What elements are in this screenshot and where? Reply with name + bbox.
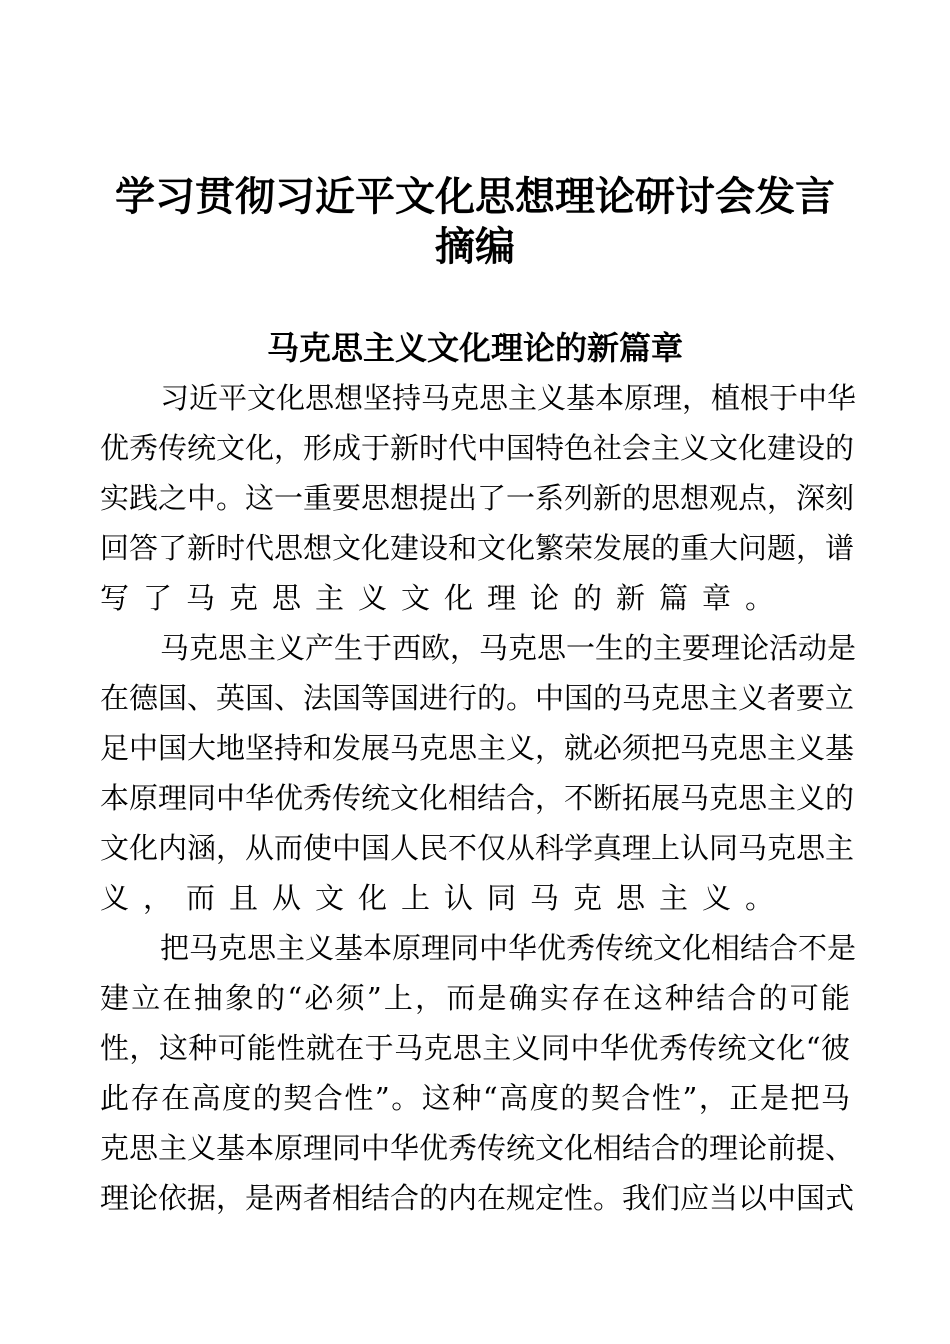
title-line-1: 学习贯彻习近平文化思想理论研讨会发言 (115, 174, 835, 220)
text-line: 习近平文化思想坚持马克思主义基本原理，植根于中华 (160, 381, 857, 415)
text-line: 写了马克思主义文化理论的新篇章。 (100, 581, 789, 615)
text-line: 优秀传统文化，形成于新时代中国特色社会主义文化建设的 (100, 431, 855, 465)
text-line: 足中国大地坚持和发展马克思主义，就必须把马克思主义基 (100, 731, 855, 765)
text-line: 把马克思主义基本原理同中华优秀传统文化相结合不是 (160, 931, 857, 965)
text-line: 性，这种可能性就在于马克思主义同中华优秀传统文化“彼 (100, 1031, 850, 1065)
text-line: 实践之中。这一重要思想提出了一系列新的思想观点，深刻 (100, 481, 855, 515)
text-line: 此存在高度的契合性”。这种“高度的契合性”，正是把马 (100, 1081, 850, 1115)
section-heading: 马克思主义文化理论的新篇章 (266, 329, 683, 367)
paragraph (100, 373, 857, 623)
text-line: 在德国、英国、法国等国进行的。中国的马克思主义者要立 (100, 681, 855, 715)
document-title (80, 172, 870, 272)
paragraph (100, 923, 857, 1223)
text-line: 回答了新时代思想文化建设和文化繁荣发展的重大问题，谱 (100, 531, 855, 565)
document-body (100, 373, 857, 1223)
text-line: 马克思主义产生于西欧，马克思一生的主要理论活动是 (160, 631, 857, 665)
title-line-2: 摘编 (435, 224, 515, 270)
text-line: 克思主义基本原理同中华优秀传统文化相结合的理论前提、 (100, 1131, 855, 1165)
text-line: 义，而且从文化上认同马克思主义。 (100, 881, 789, 915)
text-line: 本原理同中华优秀传统文化相结合，不断拓展马克思主义的 (100, 781, 855, 815)
text-line: 文化内涵，从而使中国人民不仅从科学真理上认同马克思主 (100, 831, 855, 865)
text-line: 理论依据，是两者相结合的内在规定性。我们应当以中国式 (100, 1181, 855, 1215)
text-line: 建立在抽象的“必须”上，而是确实存在这种结合的可能 (100, 981, 850, 1015)
paragraph (100, 623, 857, 923)
